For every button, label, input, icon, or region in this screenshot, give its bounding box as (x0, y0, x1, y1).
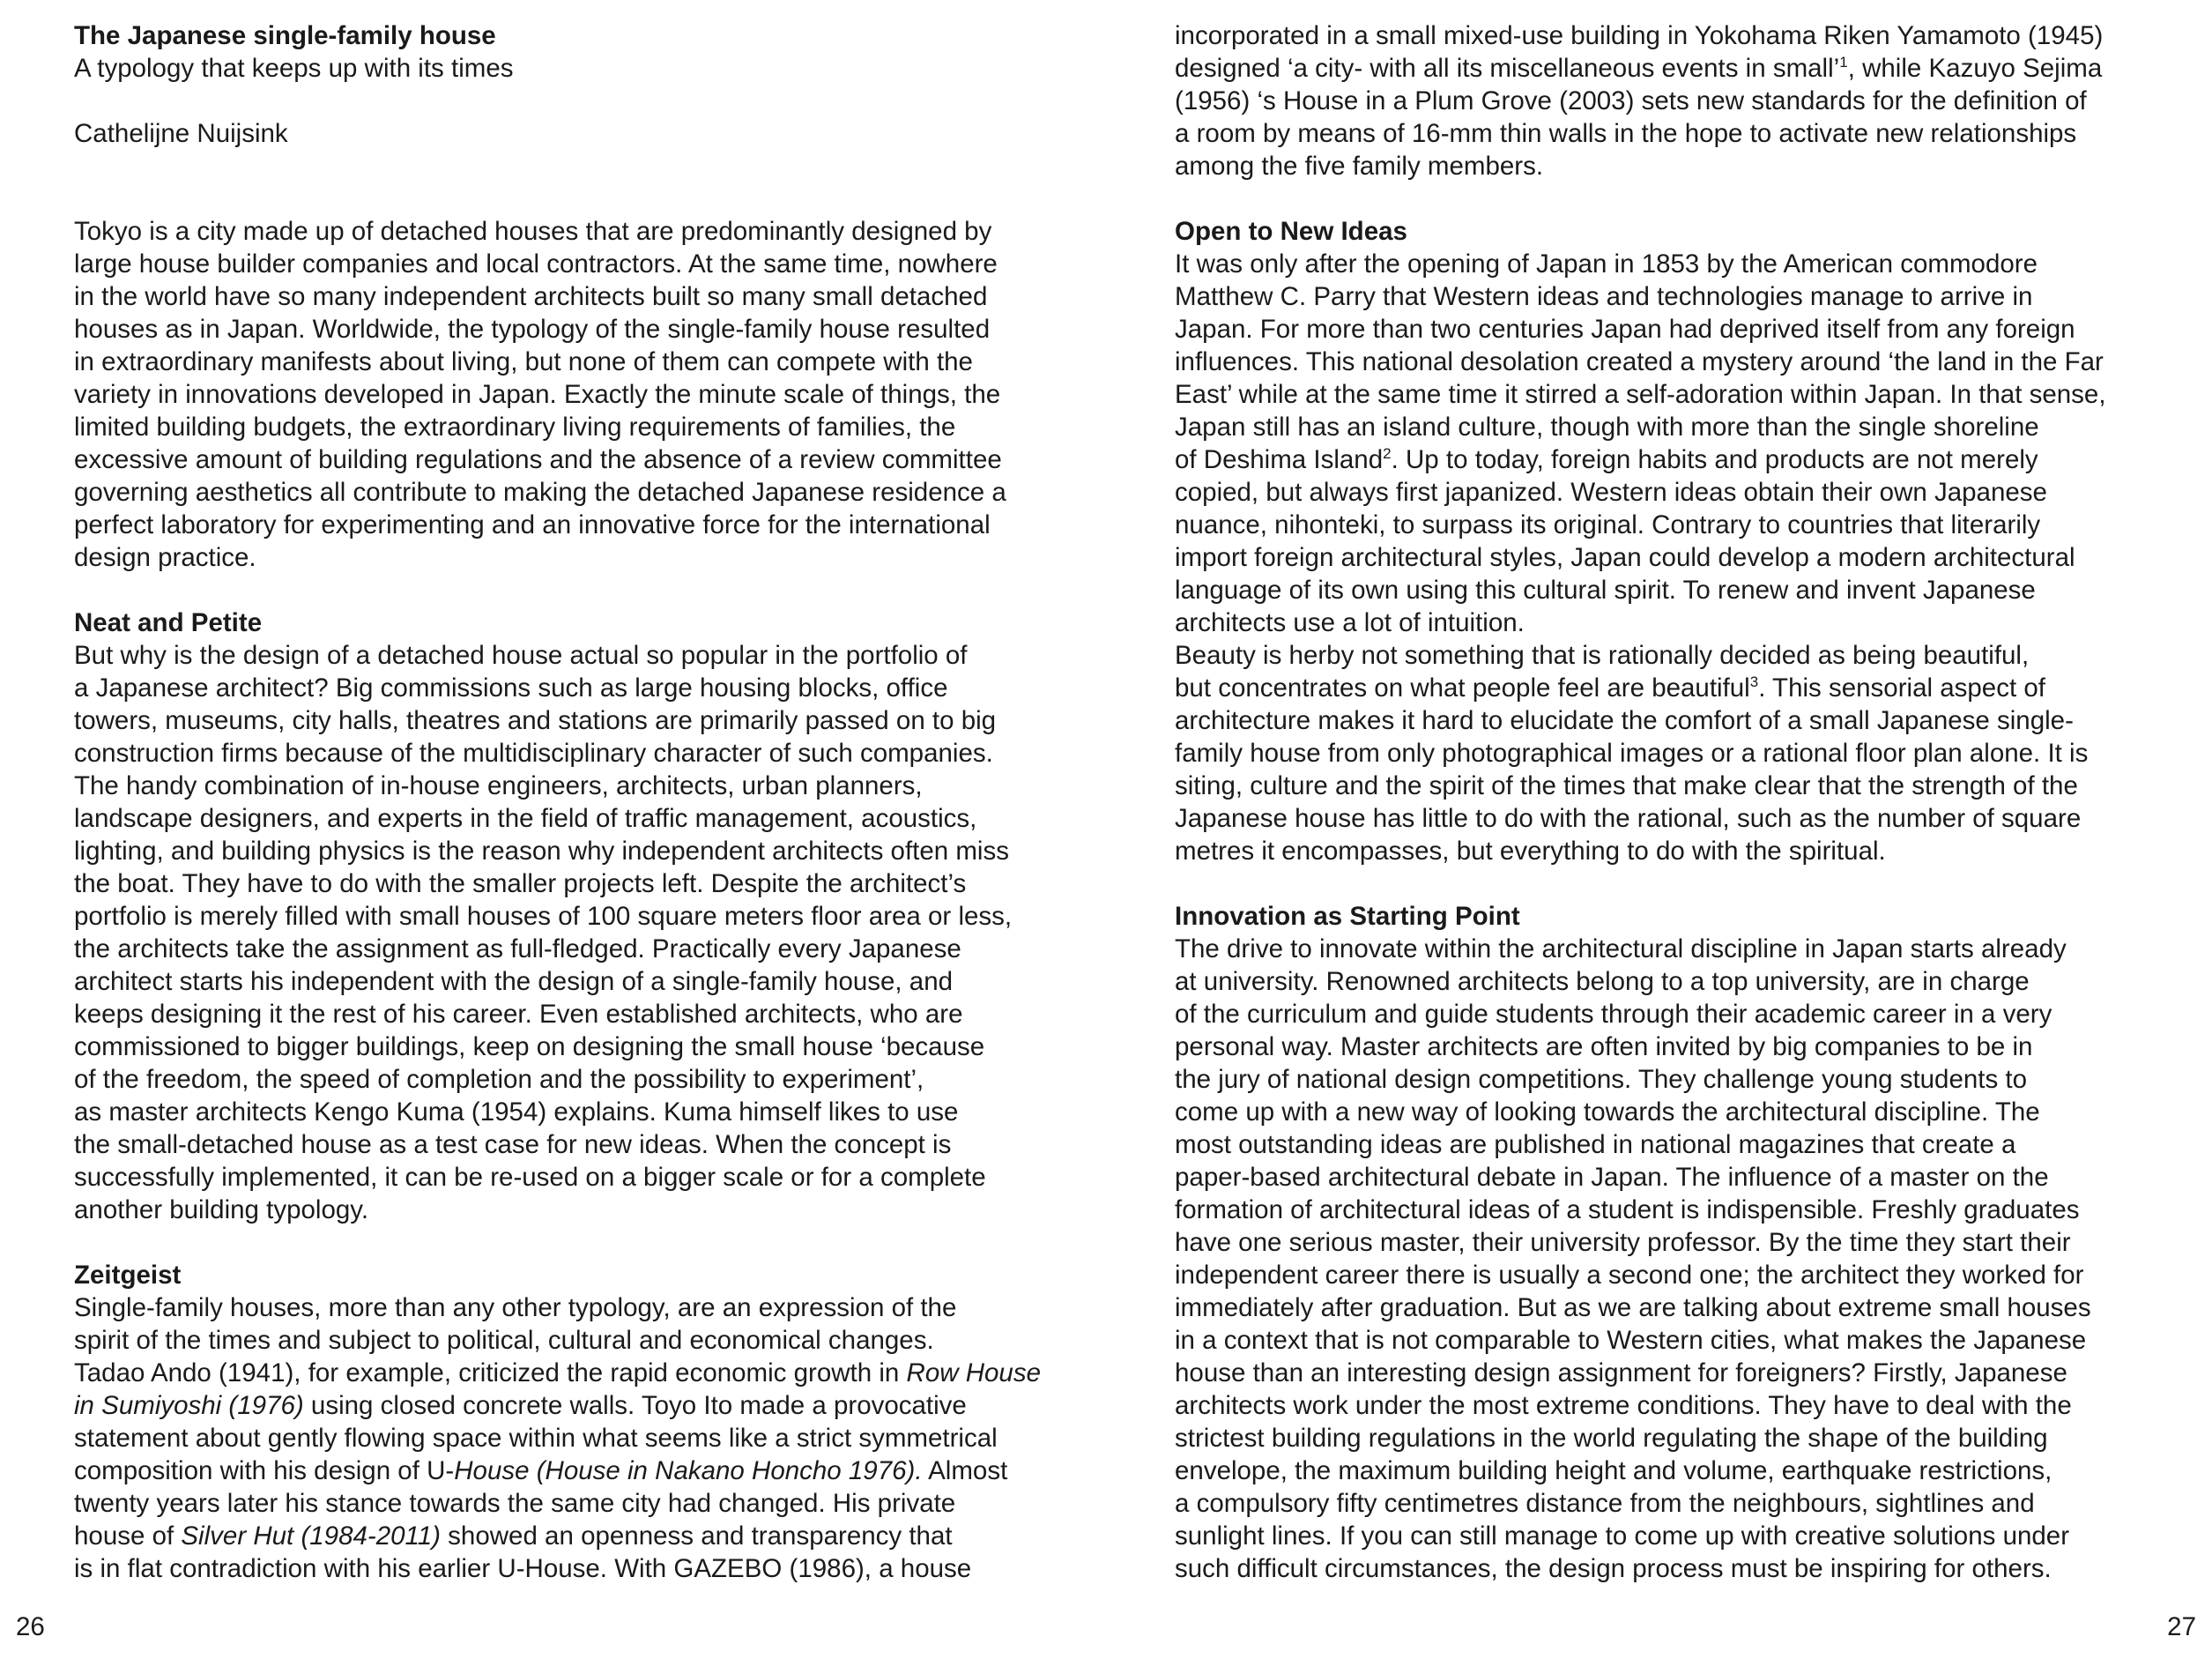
text-line: architects work under the most extreme conditions. They have to deal with the (1175, 1391, 2072, 1420)
intro-paragraph (74, 215, 1061, 574)
text-line: Japan still has an island culture, though with more than the single shoreline (1175, 413, 2039, 442)
text-line: import foreign architectural styles, Japan could develop a modern architectural (1175, 543, 2075, 572)
text-line: formation of architectural ideas of a student is indispensible. Freshly graduates (1175, 1195, 2080, 1224)
text-run: . This sensorial aspect of (1758, 673, 2045, 703)
text-line: among the five family members. (1175, 152, 1544, 181)
text-line: such difficult circumstances, the design process must be inspiring for others. (1175, 1554, 2052, 1583)
text-line: spirit of the times and subject to political, cultural and economical changes. (74, 1326, 934, 1355)
text-line: large house builder companies and local contractors. At the same time, nowhere (74, 249, 998, 279)
text-line: architecture makes it hard to elucidate the comfort of a small Japanese single- (1175, 706, 2074, 735)
text-line: in the world have so many independent architects built so many small detached (74, 282, 988, 311)
section-heading-innovation: Innovation as Starting Point (1175, 902, 1520, 931)
italic-title: in Sumiyoshi (1976) (74, 1391, 304, 1420)
text-line: the boat. They have to do with the smaller projects left. Despite the architect’s (74, 869, 967, 898)
text-line: language of its own using this cultural spirit. To renew and invent Japanese (1175, 576, 2036, 605)
text-line: It was only after the opening of Japan in 1853 by the American commodore (1175, 249, 2038, 279)
page-number-left: 26 (16, 1612, 45, 1641)
text-line: a Japanese architect? Big commissions such as large housing blocks, office (74, 673, 948, 703)
text-run: showed an openness and transparency that (440, 1521, 953, 1551)
text-line: is in flat contradiction with his earlier U-House. With GAZEBO (1986), a house (74, 1554, 972, 1583)
section-neat-and-petite (74, 639, 1061, 1226)
text-line: most outstanding ideas are published in national magazines that create a (1175, 1130, 2016, 1159)
text-line: house than an interesting design assignment for foreigners? Firstly, Japanese (1175, 1358, 2067, 1387)
text-line: (1956) ‘s House in a Plum Grove (2003) sets new standards for the definition of (1175, 86, 2087, 115)
text-line: houses as in Japan. Worldwide, the typology of the single-family house resulted (74, 315, 991, 344)
text-run: of Deshima Island (1175, 445, 1384, 474)
text-line: variety in innovations developed in Japan. Exactly the minute scale of things, the (74, 380, 1001, 409)
section-heading-open-to-new-ideas: Open to New Ideas (1175, 217, 1407, 246)
footnote-marker: 1 (1839, 54, 1848, 71)
continued-paragraph (1175, 19, 2162, 182)
text-run: Tadao Ando (1941), for example, criticized the rapid economic growth in (74, 1358, 907, 1387)
text-line: in extraordinary manifests about living, but none of them can compete with the (74, 347, 973, 376)
text-line: incorporated in a small mixed-use building in Yokohama Riken Yamamoto (1945) (1175, 21, 2104, 50)
text-line (1175, 443, 2162, 476)
text-line: the architects take the assignment as full-fledged. Practically every Japanese (74, 934, 961, 963)
text-line: limited building budgets, the extraordinary living requirements of families, the (74, 413, 956, 442)
text-run: house of (74, 1521, 182, 1551)
text-line: Japan. For more than two centuries Japan had deprived itself from any foreign (1175, 315, 2075, 344)
text-line: Japanese house has little to do with the rational, such as the number of square (1175, 804, 2082, 833)
section-open-to-new-ideas (1175, 248, 2162, 867)
text-line: personal way. Master architects are often invited by big companies to be in (1175, 1032, 2033, 1061)
text-line: landscape designers, and experts in the field of traffic management, acoustics, (74, 804, 977, 833)
text-line (1175, 672, 2162, 704)
text-line: But why is the design of a detached house actual so popular in the portfolio of (74, 641, 968, 670)
text-line: The drive to innovate within the architectural discipline in Japan starts already (1175, 934, 2067, 963)
text-line (74, 1389, 1061, 1422)
text-line: a room by means of 16-mm thin walls in the hope to activate new relationships (1175, 119, 2077, 148)
italic-title: Silver Hut (1984-2011) (181, 1521, 441, 1551)
text-run: , while Kazuyo Sejima (1847, 54, 2103, 83)
text-line: a compulsory fifty centimetres distance from the neighbours, sightlines and (1175, 1489, 2035, 1518)
author-name: Cathelijne Nuijsink (74, 119, 288, 148)
text-line: architects use a lot of intuition. (1175, 608, 1525, 637)
text-line: commissioned to bigger buildings, keep on designing the small house ‘because (74, 1032, 985, 1061)
text-line: East’ while at the same time it stirred a self-adoration within Japan. In that sense, (1175, 380, 2106, 409)
left-column (74, 19, 1061, 1585)
text-run: designed ‘a city- with all its miscellaneous events in small’ (1175, 54, 1840, 83)
text-line: Single-family houses, more than any other typology, are an expression of the (74, 1293, 957, 1322)
text-line: siting, culture and the spirit of the times that make clear that the strength of the (1175, 771, 2078, 800)
text-line: architect starts his independent with the design of a single-family house, and (74, 967, 954, 996)
text-line: as master architects Kengo Kuma (1954) explains. Kuma himself likes to use (74, 1097, 959, 1127)
text-line: family house from only photographical images or a rational floor plan alone. It is (1175, 739, 2089, 768)
text-run: but concentrates on what people feel are beautiful (1175, 673, 1750, 703)
footnote-marker: 3 (1749, 673, 1759, 691)
text-line: independent career there is usually a second one; the architect they worked for (1175, 1261, 2084, 1290)
text-line: keeps designing it the rest of his career. Even established architects, who are (74, 1000, 963, 1029)
text-line: immediately after graduation. But as we are talking about extreme small houses (1175, 1293, 2091, 1322)
text-run: composition with his design of U- (74, 1456, 455, 1485)
text-line: of the curriculum and guide students through their academic career in a very (1175, 1000, 2052, 1029)
page-number-right: 27 (2167, 1612, 2196, 1641)
footnote-marker: 2 (1383, 445, 1392, 463)
italic-title: Row House (906, 1358, 1041, 1387)
text-line: influences. This national desolation created a mystery around ‘the land in the Far (1175, 347, 2104, 376)
text-line: twenty years later his stance towards the same city had changed. His private (74, 1489, 956, 1518)
text-line: metres it encompasses, but everything to do with the spiritual. (1175, 837, 1886, 866)
section-innovation (1175, 933, 2162, 1585)
text-line: Matthew C. Parry that Western ideas and technologies manage to arrive in (1175, 282, 2033, 311)
article-title: The Japanese single-family house (74, 21, 496, 50)
text-line: Tokyo is a city made up of detached houses that are predominantly designed by (74, 217, 992, 246)
text-line: design practice. (74, 543, 256, 572)
text-line: towers, museums, city halls, theatres and stations are primarily passed on to big (74, 706, 997, 735)
text-line: the small-detached house as a test case for new ideas. When the concept is (74, 1130, 952, 1159)
text-line: at university. Renowned architects belong to a top university, are in charge (1175, 967, 2030, 996)
text-line: successfully implemented, it can be re-used on a bigger scale or for a complete (74, 1163, 986, 1192)
text-line: lighting, and building physics is the reason why independent architects often miss (74, 837, 1009, 866)
text-line: come up with a new way of looking towards the architectural discipline. The (1175, 1097, 2040, 1127)
italic-title: House (House in Nakano Honcho 1976). (454, 1456, 923, 1485)
text-line: statement about gently flowing space within what seems like a strict symmetrical (74, 1424, 998, 1453)
text-line: paper-based architectural debate in Japan. The influence of a master on the (1175, 1163, 2049, 1192)
text-run: . Up to today, foreign habits and products are not merely (1391, 445, 2038, 474)
text-line: another building typology. (74, 1195, 369, 1224)
text-line: copied, but always first japanized. Western ideas obtain their own Japanese (1175, 478, 2047, 507)
text-line: have one serious master, their university professor. By the time they start their (1175, 1228, 2071, 1257)
text-line (74, 1520, 1061, 1552)
text-line: the jury of national design competitions. They challenge young students to (1175, 1065, 2028, 1094)
right-column (1175, 19, 2162, 1585)
article-subtitle: A typology that keeps up with its times (74, 54, 514, 83)
text-line: Beauty is herby not something that is rationally decided as being beautiful, (1175, 641, 2030, 670)
text-line: portfolio is merely filled with small houses of 100 square meters floor area or less, (74, 902, 1013, 931)
section-heading-zeitgeist: Zeitgeist (74, 1261, 182, 1290)
text-run: Almost (922, 1456, 1008, 1485)
text-line (74, 1357, 1061, 1389)
text-line: sunlight lines. If you can still manage to come up with creative solutions under (1175, 1521, 2070, 1551)
text-line: nuance, nihonteki, to surpass its original. Contrary to countries that literarily (1175, 510, 2041, 539)
section-heading-neat-and-petite: Neat and Petite (74, 608, 263, 637)
right-page (1106, 0, 2212, 1659)
text-run: using closed concrete walls. Toyo Ito made a provocative (303, 1391, 967, 1420)
section-zeitgeist (74, 1291, 1061, 1585)
text-line: construction firms because of the multidisciplinary character of such companies. (74, 739, 993, 768)
text-line: governing aesthetics all contribute to making the detached Japanese residence a (74, 478, 1006, 507)
text-line (74, 1454, 1061, 1487)
text-line: envelope, the maximum building height and volume, earthquake restrictions, (1175, 1456, 2052, 1485)
text-line (1175, 52, 2162, 85)
text-line: strictest building regulations in the world regulating the shape of the building (1175, 1424, 2048, 1453)
text-line: of the freedom, the speed of completion and the possibility to experiment’, (74, 1065, 924, 1094)
text-line: The handy combination of in-house engineers, architects, urban planners, (74, 771, 923, 800)
text-line: in a context that is not comparable to Western cities, what makes the Japanese (1175, 1326, 2087, 1355)
text-line: excessive amount of building regulations and the absence of a review committee (74, 445, 1002, 474)
text-line: perfect laboratory for experimenting and an innovative force for the international (74, 510, 991, 539)
